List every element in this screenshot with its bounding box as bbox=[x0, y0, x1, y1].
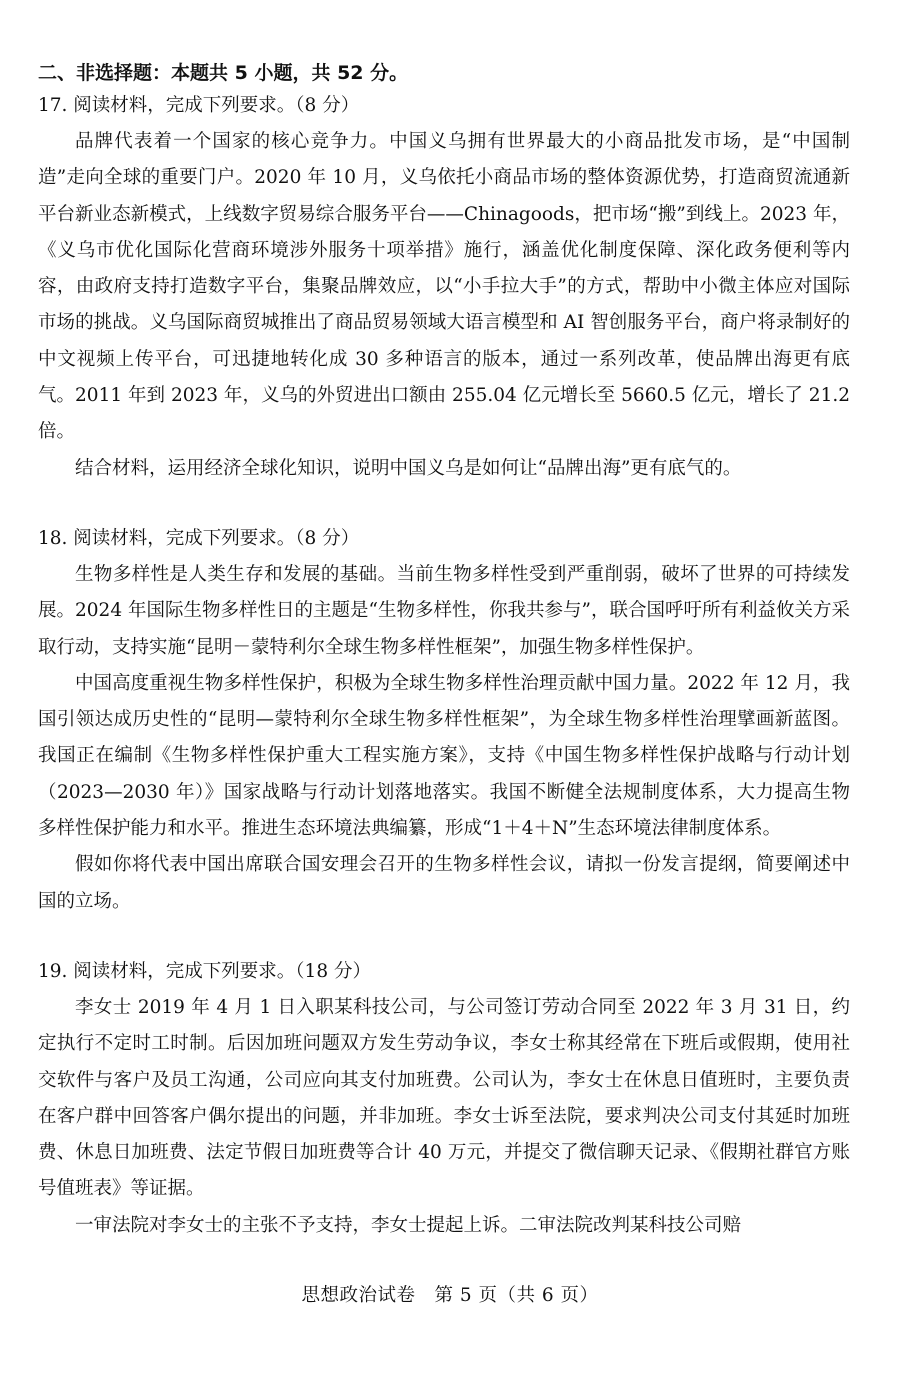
question-18 bbox=[38, 521, 850, 920]
question-18-material-2: 中国高度重视生物多样性保护，积极为全球生物多样性治理贡献中国力量。2022 年 12 月，我国引领达成历史性的“昆明—蒙特利尔全球生物多样性框架”，为全球生物多样性治理擘画新蓝图。我国正在编制《生物多样性保护重大工程实施方案》，支持《中国生物多样性保护战略与行动计划（2023—2030 年）》国家战略与行动计划落地落实。我国不断健全法规制度体系，大力提高生物多样性保护能力和水平。推进生态环境法典编纂，形成“1＋4＋N”生态环境法律制度体系。 bbox=[38, 672, 850, 840]
question-18-material-1: 生物多样性是人类生存和发展的基础。当前生物多样性受到严重削弱，破坏了世界的可持续发展。2024 年国际生物多样性日的主题是“生物多样性，你我共参与”，联合国呼吁所有利益攸关方采取行动，支持实施“昆明－蒙特利尔全球生物多样性框架”，加强生物多样性保护。 bbox=[38, 563, 850, 658]
section-heading: 二、非选择题：本题共 5 小题，共 52 分。 bbox=[38, 62, 409, 84]
question-18-title: 18. 阅读材料，完成下列要求。（8 分） bbox=[38, 527, 360, 549]
exam-page bbox=[38, 58, 850, 1244]
question-17-prompt: 结合材料，运用经济全球化知识，说明中国义乌是如何让“品牌出海”更有底气的。 bbox=[75, 457, 742, 479]
question-19-material-2: 一审法院对李女士的主张不予支持，李女士提起上诉。二审法院改判某科技公司赔 bbox=[75, 1214, 742, 1236]
question-17-material: 品牌代表着一个国家的核心竞争力。中国义乌拥有世界最大的小商品批发市场，是“中国制造”走向全球的重要门户。2020 年 10 月，义乌依托小商品市场的整体资源优势，打造商贸流通新平台新业态新模式，上线数字贸易综合服务平台——Chinagoods，把市场“搬”到线上。2023 年，《义乌市优化国际化营商环境涉外服务十项举措》施行，涵盖优化制度保障、深化政务便利等内容，由政府支持打造数字平台，集聚品牌效应，以“小手拉大手”的方式，帮助中小微主体应对国际市场的挑战。义乌国际商贸城推出了商品贸易领域大语言模型和 AI 智创服务平台，商户将录制好的中文视频上传平台，可迅捷地转化成 30 多种语言的版本，通过一系列改革，使品牌出海更有底气。2011 年到 2023 年，义乌的外贸进出口额由 255.04 亿元增长至 5660.5 亿元，增长了 21.2 倍。 bbox=[38, 131, 850, 443]
question-19-material-1: 李女士 2019 年 4 月 1 日入职某科技公司，与公司签订劳动合同至 2022 年 3 月 31 日，约定执行不定时工时制。后因加班问题双方发生劳动争议，李女士称其经常在下班后或假期，使用社交软件与客户及员工沟通，公司应向其支付加班费。公司认为，李女士在休息日值班时，主要负责在客户群中回答客户偶尔提出的问题，并非加班。李女士诉至法院，要求判决公司支付其延时加班费、休息日加班费、法定节假日加班费等合计 40 万元，并提交了微信聊天记录、《假期社群官方账号值班表》等证据。 bbox=[38, 996, 850, 1200]
spacer bbox=[38, 920, 850, 954]
question-17 bbox=[38, 88, 850, 487]
question-17-title: 17. 阅读材料，完成下列要求。（8 分） bbox=[38, 95, 360, 116]
page-footer: 思想政治试卷 第 5 页（共 6 页） bbox=[301, 1285, 599, 1306]
question-19 bbox=[38, 954, 850, 1244]
question-18-prompt: 假如你将代表中国出席联合国安理会召开的生物多样性会议，请拟一份发言提纲，简要阐述中国的立场。 bbox=[38, 854, 850, 912]
spacer bbox=[38, 487, 850, 521]
question-19-title: 19. 阅读材料，完成下列要求。（18 分） bbox=[38, 960, 371, 982]
